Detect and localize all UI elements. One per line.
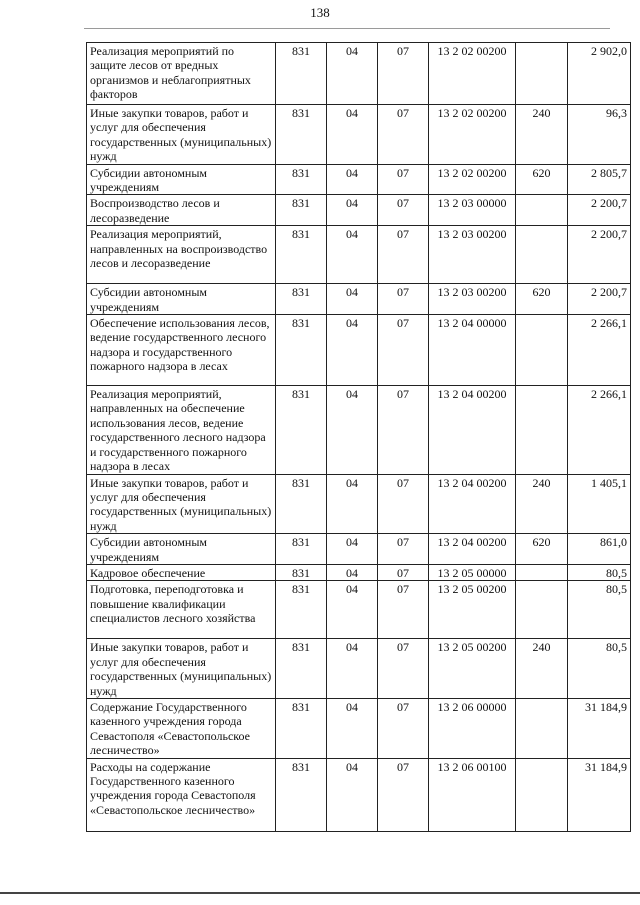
row-section-code: 04 [327, 581, 378, 639]
row-ministry-code: 831 [276, 164, 327, 195]
row-name: Кадровое обеспечение [87, 564, 276, 580]
row-ministry-code: 831 [276, 195, 327, 226]
row-amount: 80,5 [568, 564, 631, 580]
row-section-code: 04 [327, 639, 378, 699]
row-name: Содержание Государственного казенного учреждения города Севастополя «Севастопольское лесничество» [87, 698, 276, 758]
row-target-article: 13 2 03 00200 [429, 226, 516, 284]
row-section-code: 04 [327, 474, 378, 534]
row-amount: 80,5 [568, 639, 631, 699]
row-target-article: 13 2 04 00200 [429, 534, 516, 565]
row-section-code: 04 [327, 43, 378, 105]
row-expense-type: 620 [516, 164, 568, 195]
row-section-code: 04 [327, 698, 378, 758]
table-row [87, 195, 631, 226]
top-rule [84, 28, 610, 29]
row-name: Реализация мероприятий, направленных на обеспечение использования лесов, ведение государственного лесного надзора и государственного пожарного надзора в лесах [87, 386, 276, 474]
row-section-code: 04 [327, 105, 378, 165]
page-number: 138 [310, 5, 330, 20]
row-subsection-code: 07 [378, 639, 429, 699]
row-section-code: 04 [327, 226, 378, 284]
row-name: Иные закупки товаров, работ и услуг для обеспечения государственных (муниципальных) нужд [87, 474, 276, 534]
row-subsection-code: 07 [378, 105, 429, 165]
row-expense-type [516, 698, 568, 758]
row-amount: 2 266,1 [568, 386, 631, 474]
table-row [87, 226, 631, 284]
row-section-code: 04 [327, 164, 378, 195]
row-expense-type [516, 564, 568, 580]
row-section-code: 04 [327, 758, 378, 831]
row-subsection-code: 07 [378, 315, 429, 386]
budget-table [86, 42, 631, 832]
row-section-code: 04 [327, 386, 378, 474]
row-section-code: 04 [327, 564, 378, 580]
row-expense-type: 240 [516, 474, 568, 534]
budget-table-body [87, 43, 631, 832]
table-row [87, 315, 631, 386]
table-row [87, 758, 631, 831]
row-target-article: 13 2 04 00200 [429, 474, 516, 534]
row-subsection-code: 07 [378, 386, 429, 474]
row-ministry-code: 831 [276, 534, 327, 565]
row-amount: 2 200,7 [568, 195, 631, 226]
row-amount: 2 805,7 [568, 164, 631, 195]
table-row [87, 564, 631, 580]
row-expense-type [516, 758, 568, 831]
table-row [87, 534, 631, 565]
row-ministry-code: 831 [276, 315, 327, 386]
row-name: Субсидии автономным учреждениям [87, 284, 276, 315]
row-subsection-code: 07 [378, 226, 429, 284]
table-row [87, 164, 631, 195]
row-ministry-code: 831 [276, 284, 327, 315]
row-amount: 1 405,1 [568, 474, 631, 534]
row-expense-type [516, 195, 568, 226]
row-subsection-code: 07 [378, 43, 429, 105]
row-expense-type [516, 226, 568, 284]
row-section-code: 04 [327, 534, 378, 565]
row-name: Воспроизводство лесов и лесоразведение [87, 195, 276, 226]
row-ministry-code: 831 [276, 43, 327, 105]
row-expense-type [516, 315, 568, 386]
row-subsection-code: 07 [378, 564, 429, 580]
row-name: Реализация мероприятий, направленных на воспроизводство лесов и лесоразведение [87, 226, 276, 284]
table-row [87, 639, 631, 699]
row-expense-type: 620 [516, 284, 568, 315]
row-expense-type [516, 386, 568, 474]
row-subsection-code: 07 [378, 195, 429, 226]
row-amount: 861,0 [568, 534, 631, 565]
table-row [87, 581, 631, 639]
row-ministry-code: 831 [276, 226, 327, 284]
row-name: Субсидии автономным учреждениям [87, 164, 276, 195]
row-name: Иные закупки товаров, работ и услуг для обеспечения государственных (муниципальных) нужд [87, 639, 276, 699]
row-ministry-code: 831 [276, 581, 327, 639]
row-amount: 2 902,0 [568, 43, 631, 105]
row-section-code: 04 [327, 195, 378, 226]
row-amount: 2 200,7 [568, 226, 631, 284]
row-target-article: 13 2 06 00100 [429, 758, 516, 831]
row-amount: 96,3 [568, 105, 631, 165]
table-row [87, 698, 631, 758]
row-name: Обеспечение использования лесов, ведение государственного лесного надзора и государственного пожарного надзора в лесах [87, 315, 276, 386]
row-ministry-code: 831 [276, 758, 327, 831]
row-ministry-code: 831 [276, 386, 327, 474]
row-amount: 2 200,7 [568, 284, 631, 315]
row-name: Субсидии автономным учреждениям [87, 534, 276, 565]
row-target-article: 13 2 03 00200 [429, 284, 516, 315]
row-expense-type: 240 [516, 105, 568, 165]
table-row [87, 105, 631, 165]
row-name: Подготовка, переподготовка и повышение квалификации специалистов лесного хозяйства [87, 581, 276, 639]
row-name: Расходы на содержание Государственного казенного учреждения города Севастополя «Севастопольское лесничество» [87, 758, 276, 831]
row-ministry-code: 831 [276, 698, 327, 758]
row-amount: 2 266,1 [568, 315, 631, 386]
row-ministry-code: 831 [276, 474, 327, 534]
row-target-article: 13 2 04 00200 [429, 386, 516, 474]
row-subsection-code: 07 [378, 164, 429, 195]
row-section-code: 04 [327, 315, 378, 386]
row-amount: 31 184,9 [568, 698, 631, 758]
table-row [87, 474, 631, 534]
row-target-article: 13 2 02 00200 [429, 43, 516, 105]
row-expense-type [516, 43, 568, 105]
row-target-article: 13 2 02 00200 [429, 164, 516, 195]
row-target-article: 13 2 04 00000 [429, 315, 516, 386]
row-subsection-code: 07 [378, 698, 429, 758]
row-target-article: 13 2 05 00000 [429, 564, 516, 580]
row-expense-type: 240 [516, 639, 568, 699]
row-target-article: 13 2 03 00000 [429, 195, 516, 226]
row-subsection-code: 07 [378, 474, 429, 534]
row-amount: 31 184,9 [568, 758, 631, 831]
row-amount: 80,5 [568, 581, 631, 639]
row-ministry-code: 831 [276, 105, 327, 165]
row-ministry-code: 831 [276, 564, 327, 580]
row-target-article: 13 2 05 00200 [429, 581, 516, 639]
row-expense-type [516, 581, 568, 639]
table-row [87, 284, 631, 315]
row-name: Реализация мероприятий по защите лесов от вредных организмов и неблагоприятных факторов [87, 43, 276, 105]
row-target-article: 13 2 02 00200 [429, 105, 516, 165]
row-subsection-code: 07 [378, 284, 429, 315]
row-subsection-code: 07 [378, 758, 429, 831]
row-name: Иные закупки товаров, работ и услуг для обеспечения государственных (муниципальных) нужд [87, 105, 276, 165]
row-section-code: 04 [327, 284, 378, 315]
bottom-rule [0, 892, 640, 894]
table-row [87, 43, 631, 105]
row-target-article: 13 2 06 00000 [429, 698, 516, 758]
row-subsection-code: 07 [378, 534, 429, 565]
table-row [87, 386, 631, 474]
row-ministry-code: 831 [276, 639, 327, 699]
row-subsection-code: 07 [378, 581, 429, 639]
row-expense-type: 620 [516, 534, 568, 565]
row-target-article: 13 2 05 00200 [429, 639, 516, 699]
